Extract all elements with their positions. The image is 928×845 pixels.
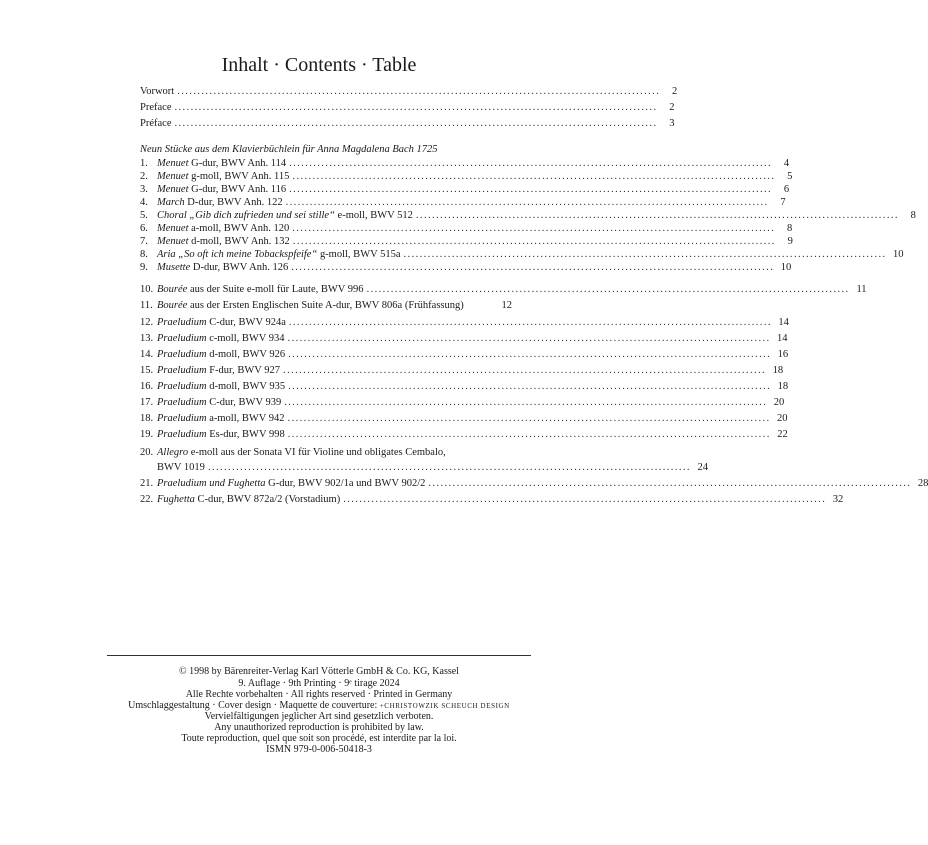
- entry-title: Fughetta C-dur, BWV 872a/2 (Vorstadium): [157, 494, 341, 505]
- entry-number: 6.: [140, 223, 148, 234]
- entry-number: 22.: [140, 494, 154, 505]
- copy-prohibition-fr: Toute reproduction, quel que soit son procédé, est interdite par la loi.: [181, 733, 457, 744]
- entry-number: 19.: [140, 429, 154, 440]
- toc-entry[interactable]: [140, 332, 788, 345]
- dot-leader: ........................................................................................................................: [343, 494, 827, 505]
- cover-design-line: Umschlaggestaltung · Cover design · Maquette de couverture: +CHRISTOWZIK SCHEUCH DESIGN: [128, 700, 510, 711]
- page-number: 8: [910, 210, 916, 221]
- dot-leader: ........................................................................................................................: [177, 86, 661, 97]
- entry-title: Praeludium C-dur, BWV 939: [157, 397, 282, 408]
- entry-title: Praeludium a-moll, BWV 942: [157, 413, 285, 424]
- toc-entry[interactable]: [140, 183, 790, 196]
- page-number: 8: [786, 223, 793, 234]
- dot-leader: ........................................................................................................................: [288, 317, 772, 328]
- toc-entry-preface[interactable]: [140, 101, 675, 114]
- entry-title: Praeludium F-dur, BWV 927: [157, 365, 281, 376]
- entry-title: Menuet G-dur, BWV Anh. 114: [157, 158, 287, 169]
- dot-leader: ........................................................................................................................: [207, 462, 691, 473]
- entry-number: 1.: [140, 158, 148, 169]
- entry-title: Menuet d-moll, BWV Anh. 132: [157, 236, 290, 247]
- toc-entry[interactable]: [140, 396, 785, 409]
- toc-entry[interactable]: [140, 248, 904, 261]
- entry-title: Bourée aus der Ersten Englischen Suite A-dur, BWV 806a (Frühfassung): [157, 300, 464, 311]
- page-number: 22: [777, 429, 788, 440]
- toc-entry[interactable]: [140, 477, 928, 490]
- copy-prohibition-en: Any unauthorized reproduction is prohibited by law.: [214, 722, 424, 733]
- dot-leader: ........................................................................................................................: [287, 413, 771, 424]
- entry-title: Menuet G-dur, BWV Anh. 116: [157, 184, 287, 195]
- toc-entry[interactable]: [140, 493, 844, 506]
- dot-leader: ........................................................................................................................: [415, 210, 899, 221]
- toc-entry[interactable]: [140, 299, 512, 312]
- toc-entry[interactable]: [140, 446, 512, 459]
- page-number: 16: [777, 349, 789, 360]
- page-number: 3: [669, 118, 675, 129]
- page-number: 7: [780, 197, 786, 208]
- page-number: 20: [777, 413, 788, 424]
- page-number: 5: [787, 171, 793, 182]
- entry-title-continued: BWV 1019: [157, 462, 205, 473]
- entry-title: Praeludium d-moll, BWV 926: [157, 349, 286, 360]
- entry-number: 15.: [140, 365, 154, 376]
- entry-title: Praeludium Es-dur, BWV 998: [157, 429, 285, 440]
- dot-leader: ........................................................................................................................: [287, 429, 771, 440]
- dot-leader: ........................................................................................................................: [291, 262, 775, 273]
- page-number: 2: [669, 102, 675, 113]
- dot-leader: ........................................................................................................................: [292, 236, 776, 247]
- entry-title: March D-dur, BWV Anh. 122: [157, 197, 283, 208]
- toc-entry-continuation[interactable]: [157, 461, 708, 474]
- dot-leader: ........................................................................................................................: [284, 397, 768, 408]
- toc-entry[interactable]: [140, 222, 793, 235]
- toc-entry[interactable]: [140, 364, 784, 377]
- page-number: 18: [772, 365, 784, 376]
- dot-leader: ........................................................................................................................: [289, 158, 773, 169]
- designer-credit: +CHRISTOWZIK SCHEUCH DESIGN: [379, 702, 510, 710]
- page-number: 20: [773, 397, 785, 408]
- entry-number: 8.: [140, 249, 148, 260]
- entry-number: 3.: [140, 184, 148, 195]
- toc-entry[interactable]: [140, 316, 789, 329]
- dot-leader: ........................................................................................................................: [285, 197, 769, 208]
- dot-leader: ........................................................................................................................: [288, 349, 772, 360]
- entry-label: Preface: [140, 102, 172, 113]
- entry-title: Menuet a-moll, BWV Anh. 120: [157, 223, 290, 234]
- toc-entry[interactable]: [140, 196, 786, 209]
- page-number: 4: [783, 158, 790, 169]
- toc-entry-preface-fr[interactable]: [140, 117, 675, 130]
- entry-number: 4.: [140, 197, 148, 208]
- toc-entry[interactable]: [140, 348, 789, 361]
- entry-number: 16.: [140, 381, 154, 392]
- page-number: 10: [893, 249, 904, 260]
- dot-leader: ........................................................................................................................: [403, 249, 887, 260]
- toc-entry[interactable]: [140, 261, 792, 274]
- dot-leader: ........................................................................................................................: [428, 478, 912, 489]
- dot-leader: ........................................................................................................................: [174, 102, 658, 113]
- page-number: 32: [832, 494, 844, 505]
- dot-leader: ........................................................................................................................: [287, 333, 771, 344]
- entry-title: Allegro e-moll aus der Sonata VI für Violine und obligates Cembalo,: [157, 447, 446, 458]
- entry-title: Menuet g-moll, BWV Anh. 115: [157, 171, 290, 182]
- ismn-line: ISMN 979-0-006-50418-3: [266, 744, 372, 755]
- dot-leader: ........................................................................................................................: [289, 184, 773, 195]
- entry-title: Praeludium C-dur, BWV 924a: [157, 317, 286, 328]
- dot-leader: ........................................................................................................................: [283, 365, 767, 376]
- entry-number: 12.: [140, 317, 154, 328]
- toc-entry[interactable]: [140, 412, 788, 425]
- dot-leader: ........................................................................................................................: [292, 171, 776, 182]
- page-number: 10: [780, 262, 792, 273]
- entry-number: 7.: [140, 236, 148, 247]
- entry-title: Aria „So oft ich meine Tobackspfeife“ g-moll, BWV 515a: [157, 249, 401, 260]
- toc-entry[interactable]: [140, 380, 789, 393]
- page-number: 28: [917, 478, 928, 489]
- divider-rule: [107, 655, 531, 656]
- page-number: 24: [697, 462, 708, 473]
- entry-number: 17.: [140, 397, 154, 408]
- toc-entry[interactable]: [140, 209, 916, 222]
- dot-leader: ........................................................................................................................: [288, 381, 772, 392]
- page-number: 6: [783, 184, 790, 195]
- entry-number: 5.: [140, 210, 148, 221]
- page-number: 9: [787, 236, 793, 247]
- toc-entry-vorwort[interactable]: [140, 85, 678, 98]
- entry-number: 11.: [140, 300, 153, 311]
- entry-title: Bourée aus der Suite e-moll für Laute, BWV 996: [157, 284, 364, 295]
- toc-entry[interactable]: [140, 283, 867, 296]
- page-number: 11: [856, 284, 867, 295]
- page-number: 18: [777, 381, 789, 392]
- entry-label: Préface: [140, 118, 172, 129]
- entry-title: Praeludium c-moll, BWV 934: [157, 333, 285, 344]
- page-number: 14: [777, 333, 788, 344]
- printing-line: 9. Auflage · 9th Printing · 9ᵉ tirage 2024: [238, 678, 400, 689]
- entry-number: 21.: [140, 478, 154, 489]
- entry-number: 13.: [140, 333, 154, 344]
- dot-leader: ........................................................................................................................: [174, 118, 658, 129]
- entry-title: Choral „Gib dich zufrieden und sei stille“ e-moll, BWV 512: [157, 210, 413, 221]
- dot-leader: ........................................................................................................................: [366, 284, 850, 295]
- rights-line: Alle Rechte vorbehalten · All rights reserved · Printed in Germany: [185, 689, 453, 700]
- entry-number: 18.: [140, 413, 154, 424]
- copy-prohibition-de: Vervielfältigungen jeglicher Art sind gesetzlich verboten.: [204, 711, 434, 722]
- page-number: 2: [671, 86, 678, 97]
- entry-number: 10.: [140, 284, 154, 295]
- entry-number: 14.: [140, 349, 154, 360]
- copyright-line: © 1998 by Bärenreiter-Verlag Karl Vötterle GmbH & Co. KG, Kassel: [179, 666, 459, 677]
- page-number: 12: [501, 300, 512, 311]
- entry-number: 2.: [140, 171, 148, 182]
- entry-title: Musette D-dur, BWV Anh. 126: [157, 262, 289, 273]
- page-title: Inhalt · Contents · Table: [221, 54, 417, 76]
- entry-title: Praeludium und Fughetta G-dur, BWV 902/1a und BWV 902/2: [157, 478, 426, 489]
- section-heading: Neun Stücke aus dem Klavierbüchlein für Anna Magdalena Bach 1725: [140, 144, 438, 155]
- entry-title: Praeludium d-moll, BWV 935: [157, 381, 286, 392]
- entry-label: Vorwort: [140, 86, 175, 97]
- toc-entry[interactable]: [140, 235, 793, 248]
- page-number: 14: [778, 317, 789, 328]
- toc-entry[interactable]: [140, 170, 793, 183]
- entry-number: 9.: [140, 262, 148, 273]
- entry-number: 20.: [140, 447, 154, 458]
- dot-leader: ........................................................................................................................: [292, 223, 776, 234]
- toc-entry[interactable]: [140, 428, 788, 441]
- toc-entry[interactable]: [140, 157, 790, 170]
